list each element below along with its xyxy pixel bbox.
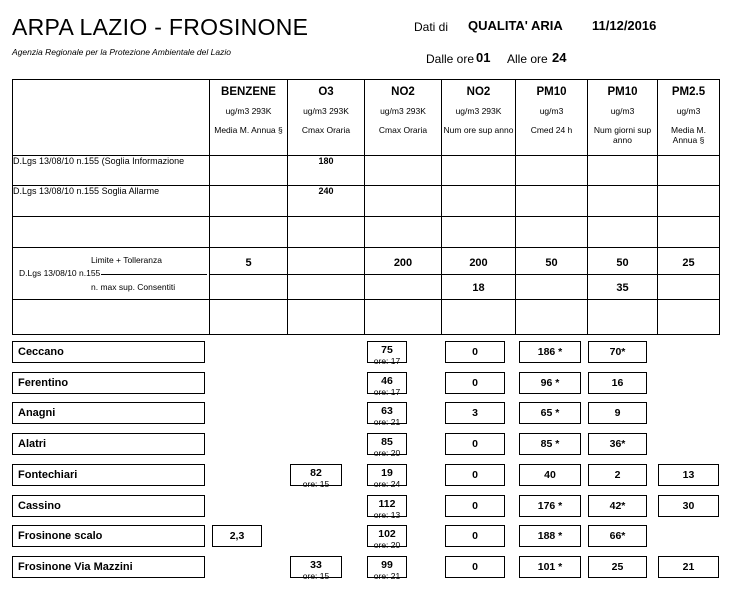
pollutant-unit: ug/m3 — [539, 106, 564, 116]
reading-cell — [445, 433, 505, 455]
reading-value: 112 — [378, 498, 396, 510]
station-name-box — [12, 525, 205, 547]
reading-cell — [445, 464, 505, 486]
reading-cell — [519, 402, 581, 424]
reading-value: 46 — [381, 375, 393, 387]
pollutant-header — [365, 80, 442, 156]
dati-di-label: Dati di — [414, 20, 449, 34]
station-name: Alatri — [18, 438, 47, 450]
reading-value: 70* — [609, 346, 626, 358]
reading-hour: ore: 15 — [302, 478, 330, 489]
reading-value: 0 — [472, 438, 478, 450]
limit-value — [365, 186, 442, 217]
reading-value: 75 — [381, 344, 393, 356]
reading-hour: ore: 20 — [373, 539, 401, 550]
limit-tolleranza-value — [288, 248, 364, 257]
station-name-box — [12, 464, 205, 486]
header-empty-cell — [13, 80, 210, 156]
limite-tolleranza-label: Limite + Tolleranza — [91, 255, 162, 265]
station-name: Anagni — [18, 407, 56, 419]
max-sup-value: 18 — [472, 282, 485, 294]
limit-cell — [365, 248, 442, 300]
reading-cell — [445, 495, 505, 517]
pollutant-name: NO2 — [391, 86, 415, 98]
reading-hour: ore: 17 — [373, 386, 401, 397]
limit-tolleranza-value: 200 — [393, 257, 413, 269]
max-sup-value — [365, 273, 441, 282]
reading-cell — [519, 433, 581, 455]
limit-value — [442, 186, 516, 217]
reading-cell — [445, 341, 505, 363]
limit-tolleranza-value: 50 — [545, 257, 558, 269]
empty-row — [13, 300, 720, 335]
limit-value — [365, 156, 442, 186]
max-sup-value — [210, 273, 287, 282]
station-name-box — [12, 372, 205, 394]
reading-hour: ore: 20 — [373, 447, 401, 458]
reading-cell — [290, 556, 342, 581]
pollutant-metric: Media M. Annua § — [671, 124, 706, 145]
reading-hour: ore: 21 — [373, 416, 401, 427]
dlgs-label: D.Lgs 13/08/10 n.155 — [19, 268, 101, 278]
reading-value: 2,3 — [229, 530, 245, 542]
reading-value: 40 — [544, 469, 556, 481]
reading-cell — [290, 464, 342, 489]
reading-value: 186 * — [537, 346, 563, 358]
limit-cell — [442, 248, 516, 300]
reading-value: 19 — [381, 467, 393, 479]
reading-value: 3 — [472, 407, 478, 419]
reading-value: 9 — [614, 407, 621, 419]
qualita-label: QUALITA' ARIA — [468, 18, 563, 33]
reading-value: 21 — [682, 561, 695, 573]
limit-value — [210, 186, 288, 217]
reading-cell — [588, 433, 647, 455]
pollutant-name: NO2 — [466, 86, 491, 98]
station-name: Frosinone scalo — [18, 530, 103, 542]
max-sup-value — [288, 273, 364, 282]
reading-cell — [367, 464, 407, 489]
reading-cell — [367, 556, 407, 581]
reading-cell — [445, 556, 505, 578]
reading-value: 96 * — [540, 377, 560, 389]
pollutant-header — [442, 80, 516, 156]
reading-hour: ore: 17 — [373, 355, 401, 366]
reading-cell — [519, 464, 581, 486]
reading-value: 82 — [310, 467, 322, 479]
pollutant-metric: Cmed 24 h — [530, 124, 573, 135]
page-title: ARPA LAZIO - FROSINONE — [12, 14, 309, 40]
reading-value: 2 — [614, 469, 621, 481]
reading-hour: ore: 24 — [373, 478, 401, 489]
dalle-ore-value: 01 — [476, 50, 491, 65]
max-sup-value — [658, 273, 719, 282]
pollutant-header — [210, 80, 288, 156]
pollutant-unit: ug/m3 — [610, 106, 635, 116]
reading-value: 101 * — [537, 561, 563, 573]
pollutant-header-row — [13, 80, 720, 156]
pollutant-unit: ug/m3 293K — [225, 106, 272, 116]
limit-cell — [288, 248, 365, 300]
reading-value: 16 — [611, 377, 624, 389]
limit-tolleranza-value: 25 — [682, 257, 695, 269]
max-consentiti-label: n. max sup. Consentiti — [91, 282, 176, 292]
reading-cell — [367, 341, 407, 366]
limit-value: 240 — [288, 186, 365, 217]
limit-value — [210, 156, 288, 186]
pollutant-metric: Media M. Annua § — [214, 124, 283, 135]
reading-hour: ore: 15 — [302, 570, 330, 581]
reading-cell — [519, 341, 581, 363]
limit-value — [516, 186, 588, 217]
pollutant-metric: Cmax Oraria — [378, 124, 428, 135]
pollutant-name: PM10 — [536, 86, 567, 98]
station-name: Frosinone Via Mazzini — [18, 561, 133, 573]
pollutant-metric: Num ore sup anno — [443, 124, 514, 135]
reading-value: 13 — [682, 469, 695, 481]
limit-cell — [516, 248, 588, 300]
reading-cell — [588, 402, 647, 424]
limit-tolleranza-value: 50 — [616, 257, 629, 269]
pollutant-metric: Cmax Oraria — [301, 124, 351, 135]
station-name: Ceccano — [18, 346, 64, 358]
reading-value: 85 * — [540, 438, 560, 450]
limits-table — [12, 79, 720, 335]
station-name: Cassino — [18, 500, 61, 512]
reading-value: 63 — [381, 405, 393, 417]
pollutant-name: O3 — [318, 86, 334, 98]
agency-subtitle: Agenzia Regionale per la Protezione Ambientale del Lazio — [12, 47, 231, 57]
pollutant-header — [516, 80, 588, 156]
reading-cell — [658, 556, 719, 578]
max-sup-value: 35 — [616, 282, 629, 294]
pollutant-name: PM2.5 — [671, 86, 706, 98]
reading-value: 176 * — [537, 500, 563, 512]
limit-value — [516, 156, 588, 186]
limit-cell — [658, 248, 720, 300]
station-name-box — [12, 433, 205, 455]
reading-value: 25 — [611, 561, 624, 573]
pollutant-header — [288, 80, 365, 156]
reading-cell — [367, 402, 407, 427]
reading-cell — [445, 402, 505, 424]
soglia-informazione-label: D.Lgs 13/08/10 n.155 (Soglia Informazione — [13, 156, 210, 186]
reading-cell — [445, 525, 505, 547]
limit-cell — [210, 248, 288, 300]
reading-value: 0 — [472, 377, 478, 389]
reading-value: 0 — [472, 500, 478, 512]
reading-cell — [519, 495, 581, 517]
reading-cell — [588, 464, 647, 486]
reading-value: 188 * — [537, 530, 563, 542]
limite-tolleranza-row — [13, 248, 720, 300]
limit-value — [658, 186, 720, 217]
limit-value — [588, 156, 658, 186]
alle-ore-value: 24 — [552, 50, 567, 65]
dlgs-limits-cell — [13, 248, 210, 300]
reading-value: 42* — [609, 500, 626, 512]
pollutant-header — [658, 80, 720, 156]
reading-cell — [588, 556, 647, 578]
reading-hour: ore: 13 — [373, 509, 401, 520]
reading-cell — [367, 525, 407, 550]
reading-value: 0 — [472, 530, 478, 542]
limit-value — [588, 186, 658, 217]
dalle-ore-label: Dalle ore — [426, 52, 475, 66]
reading-cell — [519, 372, 581, 394]
station-name: Ferentino — [18, 377, 69, 389]
soglia-informazione-row — [13, 156, 720, 186]
limit-value — [658, 156, 720, 186]
reading-value: 0 — [472, 469, 478, 481]
reading-cell — [588, 341, 647, 363]
station-name-box — [12, 556, 205, 578]
pollutant-unit: ug/m3 293K — [380, 106, 426, 116]
reading-value: 36* — [609, 438, 626, 450]
station-name-box — [12, 341, 205, 363]
reading-cell — [658, 464, 719, 486]
limit-tolleranza-value: 5 — [245, 257, 252, 269]
pollutant-metric: Num giorni sup anno — [593, 124, 652, 145]
reading-value: 0 — [472, 561, 478, 573]
limit-tolleranza-value: 200 — [469, 257, 488, 269]
reading-cell — [445, 372, 505, 394]
limit-value — [442, 156, 516, 186]
reading-cell — [212, 525, 262, 547]
reading-cell — [588, 525, 647, 547]
pollutant-name: BENZENE — [221, 86, 276, 98]
reading-value: 85 — [381, 436, 393, 448]
pollutant-unit: ug/m3 — [676, 106, 701, 116]
reading-cell — [367, 433, 407, 458]
report-date: 11/12/2016 — [592, 18, 657, 33]
soglia-allarme-row — [13, 186, 720, 217]
reading-value: 33 — [310, 559, 322, 571]
max-sup-value — [516, 273, 587, 282]
divider — [101, 274, 207, 275]
reading-value: 30 — [682, 500, 695, 512]
reading-cell — [588, 372, 647, 394]
reading-value: 102 — [378, 528, 396, 540]
alle-ore-label: Alle ore — [507, 52, 548, 66]
reading-cell — [658, 495, 719, 517]
station-name-box — [12, 495, 205, 517]
pollutant-unit: ug/m3 293K — [455, 106, 502, 116]
reading-value: 66* — [609, 530, 626, 542]
reading-cell — [367, 495, 407, 520]
limit-value: 180 — [288, 156, 365, 186]
pollutant-header — [588, 80, 658, 156]
empty-row — [13, 217, 720, 248]
reading-hour: ore: 21 — [373, 570, 401, 581]
station-name: Fontechiari — [18, 469, 78, 481]
reading-value: 65 * — [540, 407, 560, 419]
pollutant-unit: ug/m3 293K — [303, 106, 349, 116]
reading-value: 0 — [472, 346, 478, 358]
soglia-allarme-label: D.Lgs 13/08/10 n.155 Soglia Allarme — [13, 186, 210, 217]
station-name-box — [12, 402, 205, 424]
pollutant-name: PM10 — [607, 86, 638, 98]
reading-cell — [588, 495, 647, 517]
reading-cell — [519, 525, 581, 547]
reading-cell — [519, 556, 581, 578]
limit-cell — [588, 248, 658, 300]
reading-cell — [367, 372, 407, 397]
reading-value: 99 — [381, 559, 393, 571]
